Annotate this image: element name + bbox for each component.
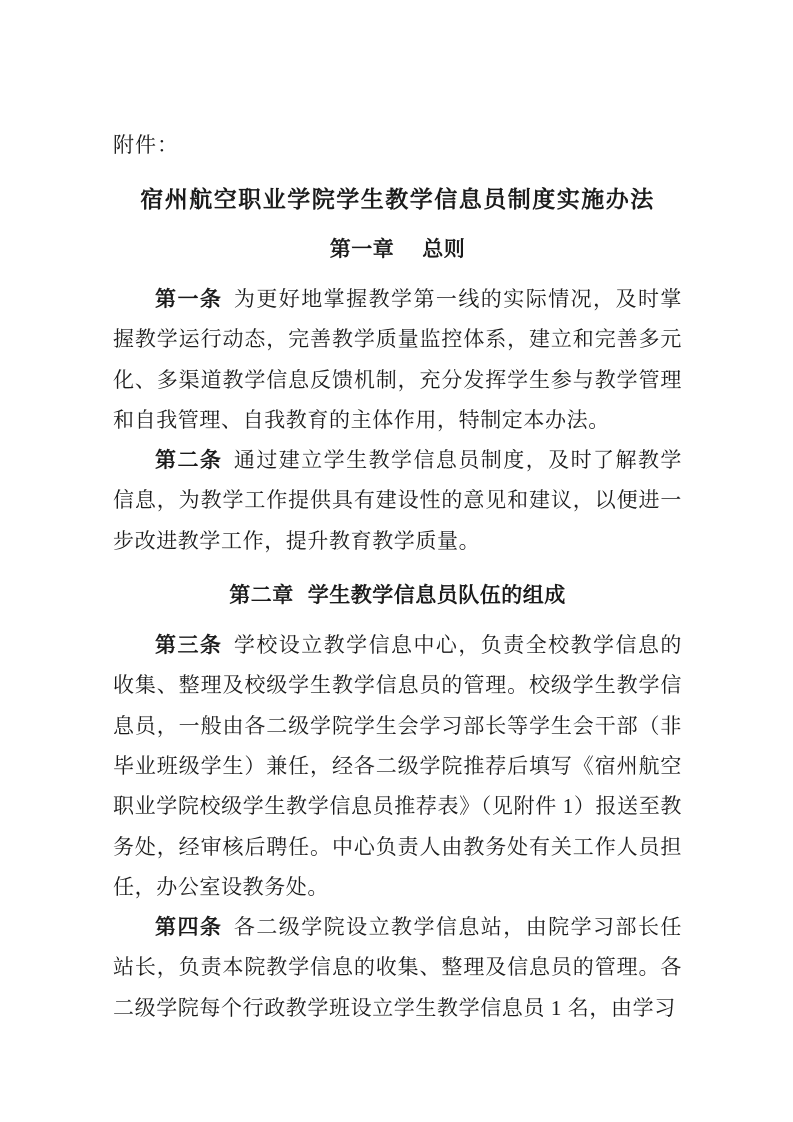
article-3-text: 学校设立教学信息中心，负责全校教学信息的收集、整理及校级学生教学信息员的管理。校级学生教学信息员，一般由各二级学院学生会学习部长等学生会干部（非毕业班级学生）兼任，经各二级学院推荐后填写《宿州航空职业学院校级学生教学信息员推荐表》（见附件 1）报送至教务处，经审核后聘任。中心负责人由教务处有关工作人员担任，办公室设教务处。 [113, 633, 682, 899]
chapter-2-number: 第二章 [229, 584, 294, 608]
article-2-number: 第二条 [155, 448, 223, 473]
article-2-text: 通过建立学生教学信息员制度，及时了解教学信息，为教学工作提供具有建设性的意见和建议，以便进一步改进教学工作，提升教育教学质量。 [113, 448, 682, 553]
article-4-text: 各二级学院设立教学信息站，由院学习部长任站长，负责本院教学信息的收集、整理及信息员的管理。各二级学院每个行政教学班设立学生教学信息员 1 名，由学习 [113, 915, 682, 1020]
document-title: 宿州航空职业学院学生教学信息员制度实施办法 [140, 187, 655, 212]
chapter-1-title: 总则 [422, 238, 466, 261]
chapter-1-number: 第一章 [329, 238, 395, 261]
chapter-2-title: 学生教学信息员队伍的组成 [307, 584, 566, 608]
chapter-2-heading [113, 581, 682, 611]
attachment-label: 附件： [113, 133, 179, 157]
article-4-paragraph [113, 907, 682, 1028]
article-1-text: 为更好地掌握教学第一线的实际情况，及时掌握教学运行动态，完善教学质量监控体系，建立和完善多元化、多渠道教学信息反馈机制，充分发挥学生参与教学管理和自我管理、自我教育的主体作用，特制定本办法。 [113, 287, 682, 432]
article-2-paragraph [113, 440, 682, 561]
article-3-paragraph [113, 625, 682, 907]
article-4-number: 第四条 [155, 915, 223, 940]
article-3-number: 第三条 [155, 633, 223, 658]
chapter-1-heading [113, 235, 682, 265]
article-1-paragraph [113, 279, 682, 440]
article-1-number: 第一条 [155, 287, 223, 311]
